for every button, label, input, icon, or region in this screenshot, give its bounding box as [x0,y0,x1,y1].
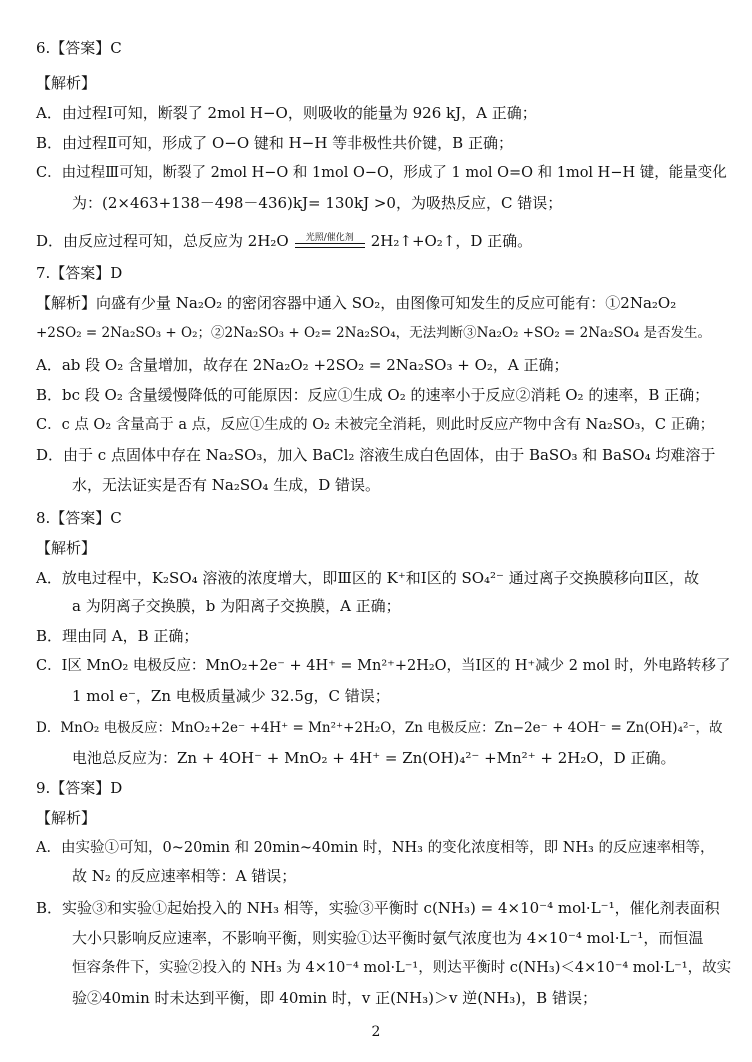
answer-9-heading: 9.【答案】D [36,779,123,797]
item-8c-cont: 1 mol e⁻，Zn 电极质量减少 32.5g，C 错误； [72,687,390,705]
item-8c: C．Ⅰ区 MnO₂ 电极反应：MnO₂+2e⁻ + 4H⁺ = Mn²⁺+2H₂O，当Ⅰ区的 H⁺减少 2 mol 时，外电路转移了 [36,658,731,674]
item-6d [36,231,532,252]
analysis-label-9: 【解析】 [36,809,97,827]
item-6b: B．由过程Ⅱ可知，形成了 O−O 键和 H−H 等非极性共价键，B 正确； [36,134,513,152]
item-9b-cont3: 验②40min 时未达到平衡，即 40min 时，v 正(NH₃)＞v 逆(NH₃)，B 错误； [72,989,597,1007]
item-7c: C．c 点 O₂ 含量高于 a 点，反应①生成的 O₂ 未被完全消耗，则此时反应产物中含有 Na₂SO₃，C 正确； [36,417,715,433]
item-9a-cont: 故 N₂ 的反应速率相等：A 错误； [72,867,297,885]
item-6d-text: D．由反应过程可知，总反应为 2H₂O [36,232,289,250]
page-number: 2 [371,1024,381,1040]
item-8a-cont: a 为阴离子交换膜，b 为阳离子交换膜，A 正确； [72,597,401,615]
analysis-7-cont: +2SO₂ = 2Na₂SO₃ + O₂；②2Na₂SO₃ + O₂= 2Na₂SO₄，无法判断③Na₂O₂ +SO₂ = 2Na₂SO₄ 是否发生。 [36,325,711,341]
item-8b: B．理由同 A，B 正确； [36,627,199,645]
analysis-label: 【解析】 [36,74,97,92]
analysis-7: 【解析】向盛有少量 Na₂O₂ 的密闭容器中通入 SO₂，由图像可知发生的反应可能有：①2Na₂O₂ [36,294,677,312]
item-6c-cont: 为：(2×463+138－498－436)kJ= 130kJ >0，为吸热反应，C 错误； [72,194,563,212]
reaction-arrow [295,232,365,252]
item-7b: B．bc 段 O₂ 含量缓慢降低的可能原因：反应①生成 O₂ 的速率小于反应②消耗 O₂ 的速率，B 正确； [36,386,710,404]
analysis-label-8: 【解析】 [36,539,97,557]
answer-7-heading: 7.【答案】D [36,264,123,282]
item-6d-products: 2H₂↑+O₂↑，D 正确。 [370,232,533,250]
item-9b-cont2: 恒容条件下，实验②投入的 NH₃ 为 4×10⁻⁴ mol·L⁻¹，则达平衡时 c(NH₃)＜4×10⁻⁴ mol·L⁻¹，故实 [72,960,732,976]
item-6c: C．由过程Ⅲ可知，断裂了 2mol H−O 和 1mol O−O，形成了 1 mol O=O 和 1mol H−H 键，能量变化 [36,165,727,181]
item-7a: A．ab 段 O₂ 含量增加，故存在 2Na₂O₂ +2SO₂ = 2Na₂SO₃ + O₂，A 正确； [36,356,569,374]
item-9a: A．由实验①可知，0~20min 和 20min~40min 时，NH₃ 的变化浓度相等，即 NH₃ 的反应速率相等， [36,840,715,856]
reaction-condition: 光照/催化剂 [305,233,354,243]
item-9b: B．实验③和实验①起始投入的 NH₃ 相等，实验③平衡时 c(NH₃) = 4×10⁻⁴ mol·L⁻¹，催化剂表面积 [36,899,720,917]
item-6a: A．由过程Ⅰ可知，断裂了 2mol H−O，则吸收的能量为 926 kJ，A 正确； [36,104,537,122]
item-7d: D．由于 c 点固体中存在 Na₂SO₃，加入 BaCl₂ 溶液生成白色固体，由于 BaSO₃ 和 BaSO₄ 均难溶于 [36,446,716,464]
answer-6-heading: 6.【答案】C [36,39,122,57]
answer-8-heading: 8.【答案】C [36,509,122,527]
item-8d-cont: 电池总反应为：Zn + 4OH⁻ + MnO₂ + 4H⁺ = Zn(OH)₄²⁻ +Mn²⁺ + 2H₂O，D 正确。 [72,749,676,767]
item-8a: A．放电过程中，K₂SO₄ 溶液的浓度增大，即Ⅲ区的 K⁺和Ⅰ区的 SO₄²⁻ 通过离子交换膜移向Ⅱ区，故 [36,569,699,587]
item-8d: D．MnO₂ 电极反应：MnO₂+2e⁻ +4H⁺ = Mn²⁺+2H₂O，Zn 电极反应：Zn−2e⁻ + 4OH⁻ = Zn(OH)₄²⁻，故 [36,720,723,736]
item-7d-cont: 水，无法证实是否有 Na₂SO₄ 生成，D 错误。 [72,476,380,494]
item-9b-cont1: 大小只影响反应速率，不影响平衡，则实验①达平衡时氨气浓度也为 4×10⁻⁴ mol·L⁻¹，而恒温 [72,929,704,947]
